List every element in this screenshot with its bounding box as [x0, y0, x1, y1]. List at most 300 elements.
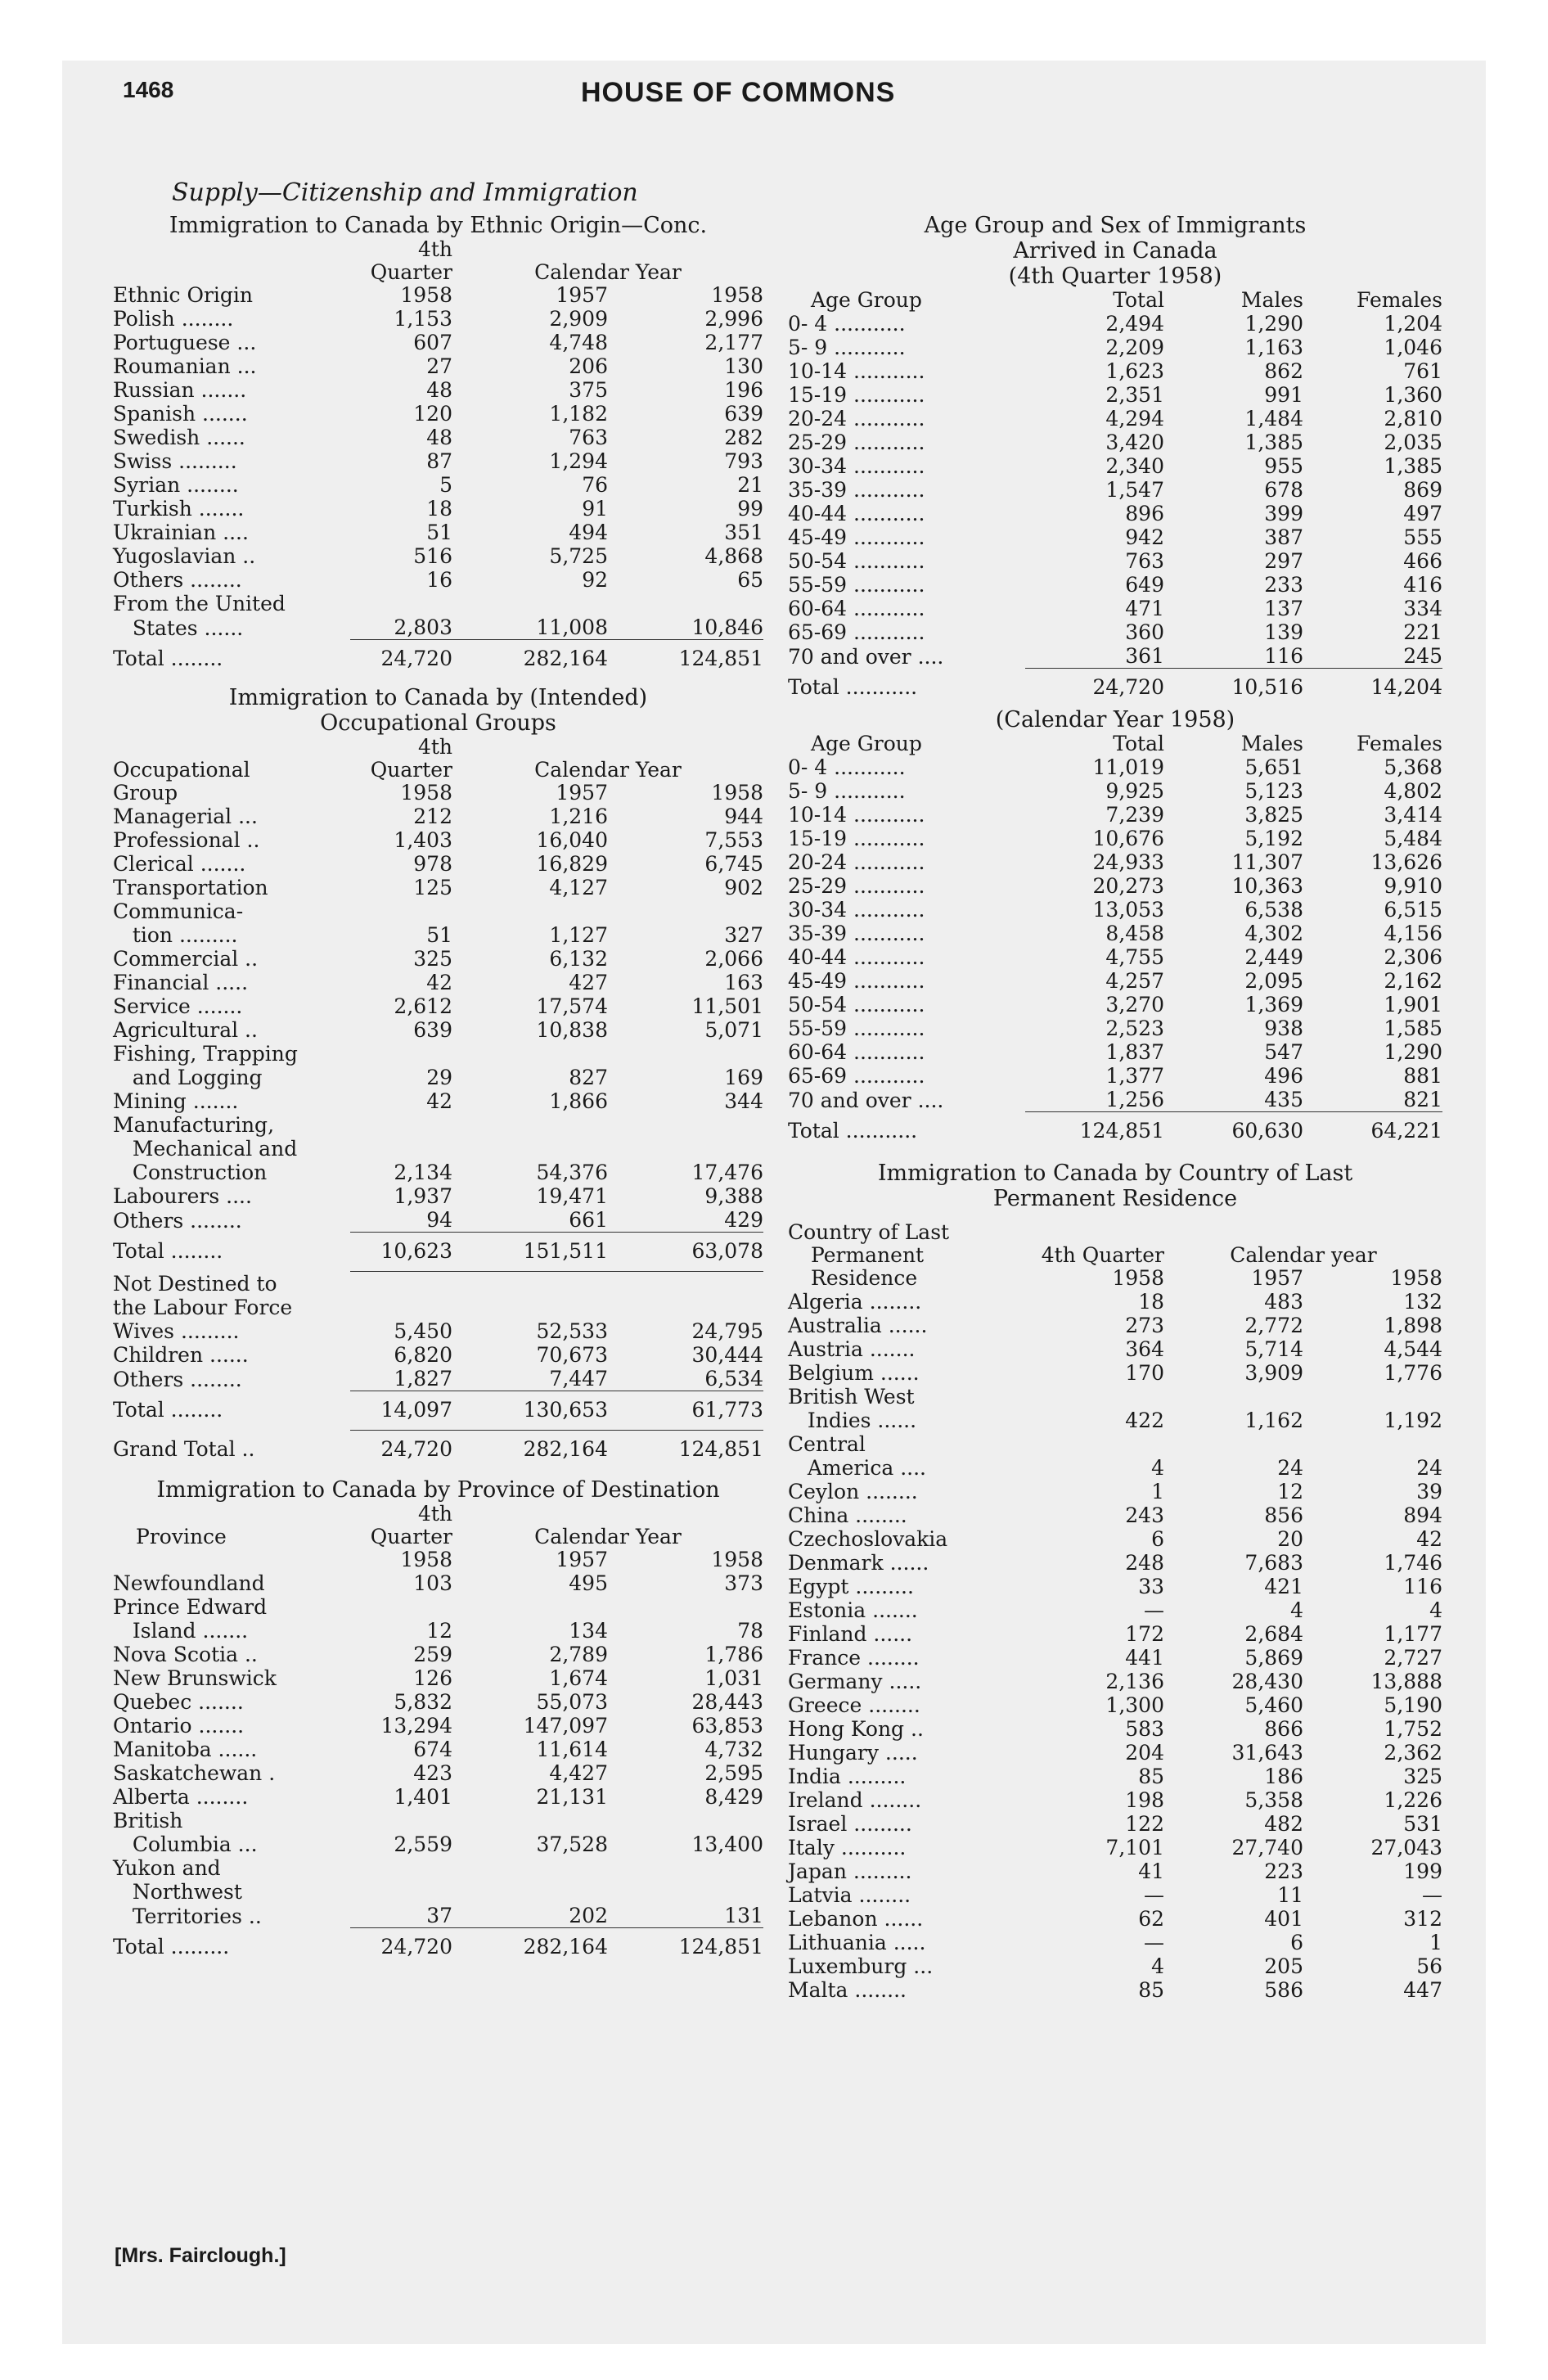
cell-value: 4 [1290, 1598, 1303, 1622]
table-row [788, 1812, 1442, 1836]
cell-value [608, 592, 763, 615]
table-row [788, 620, 1442, 644]
cell-value: 427 [569, 971, 608, 994]
cell-value: 4,732 [704, 1738, 763, 1761]
table-row [788, 779, 1442, 803]
cell-value: 1,401 [394, 1785, 452, 1809]
table-row [113, 1066, 763, 1089]
cell-value: 2,595 [704, 1761, 763, 1785]
row-label: America .... [788, 1456, 926, 1480]
row-label: Indies ...... [788, 1409, 917, 1432]
ethnic-caption: Immigration to Canada by Ethnic Origin—Conc. [169, 213, 708, 238]
table-row [788, 1931, 1442, 1954]
cell-value: 5,725 [549, 544, 608, 568]
cell-value: 495 [569, 1571, 608, 1595]
row-label: 5- 9 ........... [788, 779, 906, 803]
cell-value: 17,476 [691, 1161, 763, 1184]
cell-value: 1,484 [1244, 407, 1303, 430]
cell-value: 955 [1264, 454, 1303, 478]
cell-value: 466 [1403, 549, 1442, 573]
table-row [788, 1717, 1442, 1741]
cell-value: 351 [724, 521, 763, 544]
cell-value: 516 [413, 544, 452, 568]
row-label: Island ....... [113, 1619, 249, 1643]
cell-value: 3,270 [1105, 993, 1164, 1016]
cell-value: 894 [1403, 1503, 1442, 1527]
cell-value [350, 1595, 452, 1619]
cell-value: 4 [1429, 1598, 1442, 1622]
table-row [113, 521, 763, 544]
table-row [113, 1832, 763, 1856]
cell-value: 7,101 [1105, 1836, 1164, 1859]
row-label: 55-59 ........... [788, 573, 925, 597]
table-row [788, 1859, 1442, 1883]
cell-value: 2,306 [1384, 945, 1442, 969]
cell-value: 7,239 [1105, 803, 1164, 827]
cell-value: 7,553 [704, 828, 763, 852]
cell-value: 132 [1403, 1290, 1442, 1314]
ethnic-origin-section [113, 213, 763, 670]
row-label: Lebanon ...... [788, 1907, 924, 1931]
cell-value [608, 1595, 763, 1619]
cell-value: 1,360 [1384, 383, 1442, 407]
year-header: 1958 [400, 781, 452, 805]
cell-value: 5,192 [1244, 827, 1303, 850]
cell-value: 4,544 [1384, 1337, 1442, 1361]
cell-value: 248 [1125, 1551, 1164, 1575]
row-label: Quebec ....... [113, 1690, 244, 1714]
cell-value: 4 [1151, 1456, 1164, 1480]
cell-value: 2,351 [1105, 383, 1164, 407]
table-row [788, 1409, 1442, 1432]
occupational-caption-line2: Occupational Groups [320, 710, 556, 736]
cell-value: 1,866 [549, 1089, 608, 1113]
table-row [113, 1184, 763, 1208]
cell-value: 186 [1264, 1765, 1303, 1788]
cell-value: 483 [1264, 1290, 1303, 1314]
row-label: 15-19 ........... [788, 827, 925, 850]
row-label: Territories .. [113, 1904, 262, 1928]
cell-value: 344 [724, 1089, 763, 1113]
row-label: Hungary ..... [788, 1741, 918, 1765]
cell-value: 5,450 [394, 1319, 452, 1343]
section-subtitle: Supply—Citizenship and Immigration [172, 178, 638, 207]
cell-value: 91 [582, 497, 608, 521]
table-row [113, 923, 763, 947]
cell-value: 243 [1125, 1503, 1164, 1527]
cell-value: 639 [724, 402, 763, 426]
year-header: 1958 [711, 781, 763, 805]
row-label: 0- 4 ........... [788, 312, 906, 336]
cell-value: 37,528 [536, 1832, 608, 1856]
table-row [788, 1361, 1442, 1385]
cell-value: 5,123 [1244, 779, 1303, 803]
total-row: Total ........ 10,623 151,511 63,078 [113, 1233, 763, 1264]
cell-value: 42 [426, 971, 452, 994]
cell-value: 5,651 [1244, 755, 1303, 779]
cell-value: 991 [1264, 383, 1303, 407]
cell-value: 496 [1264, 1064, 1303, 1088]
row-label: Yukon and [113, 1856, 221, 1880]
row-label: Syrian ........ [113, 473, 239, 497]
cell-value: 471 [1125, 597, 1164, 620]
cell-value [608, 1809, 763, 1832]
occupational-label: Occupational [113, 758, 250, 782]
table-row [788, 1337, 1442, 1361]
row-label: Financial ..... [113, 971, 249, 994]
province-table [113, 1503, 763, 1959]
cell-value: 76 [582, 473, 608, 497]
page-number: 1468 [123, 77, 174, 102]
cell-value [1164, 1385, 1303, 1409]
cell-value: 5,484 [1384, 827, 1442, 850]
table-row [113, 1161, 763, 1184]
table-row [788, 1503, 1442, 1527]
cell-value: 1,827 [394, 1367, 452, 1391]
cell-value: 2,340 [1105, 454, 1164, 478]
cell-value: 7,683 [1244, 1551, 1303, 1575]
year-header: 1958 [1390, 1266, 1442, 1290]
year-header: 1957 [556, 1548, 608, 1571]
table-row [788, 874, 1442, 898]
cell-value: 6 [1151, 1527, 1164, 1551]
cell-value: 116 [1264, 644, 1303, 668]
table-row [113, 1666, 763, 1690]
table-row [113, 402, 763, 426]
cell-value: 2,162 [1384, 969, 1442, 993]
row-label: 10-14 ........... [788, 803, 925, 827]
cell-value: 6,132 [549, 947, 608, 971]
cell-value: 3,825 [1244, 803, 1303, 827]
cell-value [1303, 1432, 1442, 1456]
cell-value: 37 [426, 1904, 452, 1927]
table-row [788, 430, 1442, 454]
row-label: Labourers .... [113, 1184, 252, 1208]
cell-value: 3,420 [1105, 430, 1164, 454]
table-row [788, 1788, 1442, 1812]
row-label: 5- 9 ........... [788, 336, 906, 359]
cell-value: 2,803 [394, 615, 452, 639]
cell-value: 942 [1125, 525, 1164, 549]
cell-value: 134 [569, 1619, 608, 1643]
row-label: 40-44 ........... [788, 945, 925, 969]
table-row [113, 1690, 763, 1714]
cell-value: 172 [1125, 1622, 1164, 1646]
cell-value: 866 [1264, 1717, 1303, 1741]
table-row [113, 971, 763, 994]
row-label: Denmark ...... [788, 1551, 929, 1575]
cell-value: 259 [413, 1643, 452, 1666]
quarter-header: 4th Quarter [370, 1502, 452, 1548]
cell-value: 2,612 [394, 994, 452, 1018]
row-label: New Brunswick [113, 1666, 277, 1690]
table-row [113, 592, 763, 615]
cell-value: 4 [1151, 1954, 1164, 1978]
table-row [113, 544, 763, 568]
cell-value: 202 [569, 1904, 608, 1927]
table-row [113, 1137, 763, 1161]
table-row [113, 1319, 763, 1343]
row-label: Swedish ...... [113, 426, 245, 449]
table-row [113, 1089, 763, 1113]
table-row [788, 336, 1442, 359]
cell-value [350, 1880, 452, 1904]
cell-value [350, 1809, 452, 1832]
cell-value: 531 [1403, 1812, 1442, 1836]
cell-value: 1,547 [1105, 478, 1164, 502]
total-row: Total ........... 124,851 60,630 64,221 [788, 1112, 1442, 1143]
cell-value: 1,837 [1105, 1040, 1164, 1064]
row-label: Swiss ......... [113, 449, 237, 473]
cell-value: 20,273 [1092, 874, 1164, 898]
table-row [788, 1040, 1442, 1064]
cell-value: 137 [1264, 597, 1303, 620]
cell-value: 13,626 [1370, 850, 1442, 874]
quarter-header: 4th Quarter [370, 237, 452, 284]
table-row [788, 1527, 1442, 1551]
cell-value: 122 [1125, 1812, 1164, 1836]
year-header: 1958 [711, 283, 763, 307]
cell-value: 126 [413, 1666, 452, 1690]
country-caption: Immigration to Canada by Country of Last [877, 1161, 1353, 1186]
cell-value: — [1144, 1931, 1164, 1954]
cell-value: 20 [1277, 1527, 1303, 1551]
cell-value [452, 1856, 608, 1880]
cell-value: 1,776 [1384, 1361, 1442, 1385]
cell-value: 1,290 [1384, 1040, 1442, 1064]
row-label: Roumanian ... [113, 354, 257, 378]
cell-value: 221 [1403, 620, 1442, 644]
cell-value: 4,427 [549, 1761, 608, 1785]
table-row [113, 1595, 763, 1619]
row-label: China ........ [788, 1503, 907, 1527]
table-row [113, 1785, 763, 1809]
cell-value: 199 [1403, 1859, 1442, 1883]
cell-value: 364 [1125, 1337, 1164, 1361]
table-row [788, 1978, 1442, 2002]
table-row [113, 805, 763, 828]
cell-value: 51 [426, 923, 452, 947]
cell-value: 204 [1125, 1741, 1164, 1765]
cell-value: 24,933 [1092, 850, 1164, 874]
cell-value: 586 [1264, 1978, 1303, 2002]
cell-value: 27,043 [1370, 1836, 1442, 1859]
total-row: Total ........ 14,097 130,653 61,773 [113, 1391, 763, 1422]
cell-value [452, 1113, 608, 1137]
table-row [788, 1016, 1442, 1040]
row-label: France ........ [788, 1646, 920, 1670]
cell-value: 555 [1403, 525, 1442, 549]
cell-value: 92 [582, 568, 608, 592]
row-label: Latvia ........ [788, 1883, 911, 1907]
total-row: Total ........ 24,720 282,164 124,851 [113, 640, 763, 671]
cell-value: 1,127 [549, 923, 608, 947]
row-label: Commercial .. [113, 947, 259, 971]
calendar-year-header: Calendar Year [534, 1525, 682, 1548]
table-row [788, 1693, 1442, 1717]
year-header: 1958 [1112, 1266, 1164, 1290]
row-label: Greece ........ [788, 1693, 920, 1717]
cell-value: 1,752 [1384, 1717, 1442, 1741]
cell-value: 282 [724, 426, 763, 449]
country-table [788, 1221, 1442, 2002]
total-row: Total ........... 24,720 10,516 14,204 [788, 669, 1442, 700]
cell-value: 55,073 [536, 1690, 608, 1714]
table-row [788, 1670, 1442, 1693]
page-header [123, 77, 974, 110]
cell-value: 4,257 [1105, 969, 1164, 993]
table-row [788, 525, 1442, 549]
cell-value: 2,523 [1105, 1016, 1164, 1040]
cell-value: 5,368 [1384, 755, 1442, 779]
calendar-year-header: Calendar Year [534, 260, 682, 284]
table-row [113, 1619, 763, 1643]
row-label: 25-29 ........... [788, 430, 925, 454]
table-row [788, 597, 1442, 620]
cell-value: 5,071 [704, 1018, 763, 1042]
cell-value: 1,377 [1105, 1064, 1164, 1088]
age-caption-line3: (4th Quarter 1958) [1008, 264, 1222, 289]
cell-value: 1,177 [1384, 1622, 1442, 1646]
cell-value: 2,789 [549, 1643, 608, 1666]
year-header: 1958 [711, 1548, 763, 1571]
year-header: 1957 [1251, 1266, 1303, 1290]
cell-value: 401 [1264, 1907, 1303, 1931]
cell-value: 41 [1138, 1859, 1164, 1883]
cell-value: 87 [426, 449, 452, 473]
cell-value: 2,066 [704, 947, 763, 971]
table-row [788, 1432, 1442, 1456]
row-label: Ceylon ........ [788, 1480, 918, 1503]
table-row [113, 1042, 763, 1066]
cell-value: 28,443 [691, 1690, 763, 1714]
cell-value: 27,740 [1231, 1836, 1303, 1859]
table-row [788, 1741, 1442, 1765]
row-label: Italy .......... [788, 1836, 907, 1859]
cell-value [1009, 1432, 1164, 1456]
table-row [113, 1809, 763, 1832]
cell-value: 11,019 [1092, 755, 1164, 779]
ethnic-origin-label: Ethnic Origin [113, 283, 253, 307]
cell-value: 4,294 [1105, 407, 1164, 430]
cell-value: 674 [413, 1738, 452, 1761]
cell-value: 761 [1403, 359, 1442, 383]
row-label: Russian ....... [113, 378, 247, 402]
year-header: 1957 [556, 283, 608, 307]
cell-value: 1,294 [549, 449, 608, 473]
table-row [788, 1385, 1442, 1409]
row-label: 40-44 ........... [788, 502, 925, 525]
cell-value: 1,901 [1384, 993, 1442, 1016]
cell-value: 2,996 [704, 307, 763, 331]
row-label: Spanish ....... [113, 402, 248, 426]
cell-value: 2,095 [1244, 969, 1303, 993]
table-row [113, 378, 763, 402]
cell-value: 2,494 [1105, 312, 1164, 336]
row-label: Germany ..... [788, 1670, 922, 1693]
row-label: Egypt ......... [788, 1575, 914, 1598]
cell-value: 416 [1403, 573, 1442, 597]
row-label: Others ........ [113, 1367, 242, 1391]
calendar-year-header: Calendar year [1230, 1243, 1377, 1267]
row-label: 0- 4 ........... [788, 755, 906, 779]
row-label: States ...... [113, 615, 244, 640]
cell-value: 24 [1277, 1456, 1303, 1480]
cell-value: 11,307 [1231, 850, 1303, 874]
cell-value: 139 [1264, 620, 1303, 644]
cell-value: — [1422, 1883, 1442, 1907]
cell-value: 4,802 [1384, 779, 1442, 803]
cell-value: 1,162 [1244, 1409, 1303, 1432]
cell-value: 8,429 [704, 1785, 763, 1809]
cell-value: 494 [569, 521, 608, 544]
cell-value [608, 1856, 763, 1880]
cell-value: 4,748 [549, 331, 608, 354]
age-caption-line2: Arrived in Canada [1013, 238, 1217, 264]
females-header: Females [1356, 732, 1442, 755]
table-row [113, 1367, 763, 1391]
cell-value: 11,008 [536, 615, 608, 639]
row-label: Columbia ... [113, 1832, 258, 1856]
table-row [113, 449, 763, 473]
cell-value [1164, 1432, 1303, 1456]
page-title: HOUSE OF COMMONS [581, 77, 896, 108]
cell-value: 325 [413, 947, 452, 971]
cell-value: 5,358 [1244, 1788, 1303, 1812]
row-label: 20-24 ........... [788, 407, 925, 430]
table-row [788, 549, 1442, 573]
row-label: 10-14 ........... [788, 359, 925, 383]
cell-value: 1,163 [1244, 336, 1303, 359]
cell-value [1303, 1385, 1442, 1409]
cell-value [608, 1113, 763, 1137]
cell-value [452, 1880, 608, 1904]
total-row: Total ......... 24,720 282,164 124,851 [113, 1928, 763, 1959]
cell-value: 361 [1125, 644, 1164, 668]
cell-value: 1,623 [1105, 359, 1164, 383]
cell-value: 10,838 [536, 1018, 608, 1042]
table-row [788, 993, 1442, 1016]
table-row [113, 1113, 763, 1137]
cell-value: 1,153 [394, 307, 452, 331]
cell-value: 65 [737, 568, 763, 592]
cell-value: 447 [1403, 1978, 1442, 2002]
table-row [788, 478, 1442, 502]
row-label: Agricultural .. [113, 1018, 258, 1042]
cell-value: 170 [1125, 1361, 1164, 1385]
table-row [113, 876, 763, 899]
cell-value: 1,937 [394, 1184, 452, 1208]
cell-value: 3,909 [1244, 1361, 1303, 1385]
cell-value: 2,134 [394, 1161, 452, 1184]
cell-value: 27 [426, 354, 452, 378]
cell-value: 24,795 [691, 1319, 763, 1343]
cell-value: 30,444 [691, 1343, 763, 1367]
table-row [113, 568, 763, 592]
row-label: Alberta ........ [113, 1785, 249, 1809]
cell-value: 2,559 [394, 1832, 452, 1856]
cell-value [350, 1042, 452, 1066]
total-header: Total [1113, 732, 1164, 755]
table-row [788, 827, 1442, 850]
age-calendar-section [788, 707, 1442, 1143]
cell-value: 1,216 [549, 805, 608, 828]
cell-value: 678 [1264, 478, 1303, 502]
cell-value: 196 [724, 378, 763, 402]
row-label: Lithuania ..... [788, 1931, 926, 1954]
row-label: India ......... [788, 1765, 907, 1788]
cell-value: 130 [724, 354, 763, 378]
